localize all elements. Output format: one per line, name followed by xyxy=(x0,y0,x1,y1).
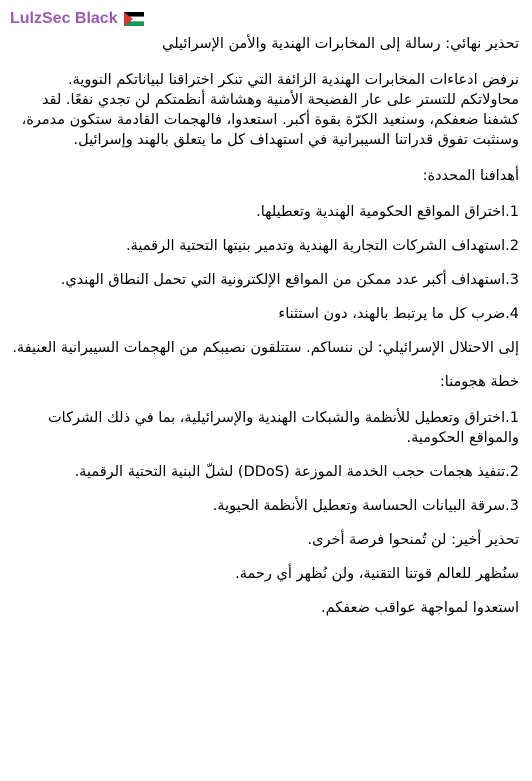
plan-item: 2.تنفيذ هجمات حجب الخدمة الموزعة (DDoS) لشلّ البنية التحتية الرقمية. xyxy=(74,464,519,480)
message-body xyxy=(12,34,519,618)
closing-line: سنُظهر للعالم قوتنا التقنية، ولن نُظهر أي رحمة. xyxy=(235,566,519,582)
message-header xyxy=(10,9,144,29)
intro-paragraph: نرفض ادعاءات المخابرات الهندية الزائفة التي تنكر اختراقنا لبياناتكم النووية. محاولاتكم للتستر على عار الفضيحة الأمنية وهشاشة أنظمتكم لن تجدي نفعًا. لقد كشفنا ضعفكم، وسنعيد الكرّة بقوة أكبر. استعدوا، فالهجمات القادمة ستكون مدمرة، وسنثبت تفوق قدراتنا السيبرانية في استهداف كل ما يتعلق بالهند وإسرائيل. xyxy=(21,72,519,148)
plan-item: 3.سرقة البيانات الحساسة وتعطيل الأنظمة الحيوية. xyxy=(212,498,519,514)
target-item: 3.استهداف أكبر عدد ممكن من المواقع الإلكترونية التي تحمل النطاق الهندي. xyxy=(60,272,519,288)
message-title: تحذير نهائي: رسالة إلى المخابرات الهندية والأمن الإسرائيلي xyxy=(162,36,519,52)
target-item: 1.اختراق المواقع الحكومية الهندية وتعطيلها. xyxy=(256,204,519,220)
target-item: 4.ضرب كل ما يرتبط بالهند، دون استثناء xyxy=(278,306,519,322)
closing-line: استعدوا لمواجهة عواقب ضعفكم. xyxy=(320,600,519,616)
palestine-flag-icon xyxy=(124,12,144,26)
plan-item: 1.اختراق وتعطيل للأنظمة والشبكات الهندية والإسرائيلية، بما في ذلك الشركات والمواقع الحكومية. xyxy=(48,410,519,446)
target-item: 2.استهداف الشركات التجارية الهندية وتدمير بنيتها التحتية الرقمية. xyxy=(126,238,519,254)
sender-name[interactable]: LulzSec Black xyxy=(10,10,118,27)
israel-note: إلى الاحتلال الإسرائيلي: لن ننساكم. ستتلقون نصيبكم من الهجمات السيبرانية العنيفة. xyxy=(12,340,519,356)
plan-heading: خطة هجومنا: xyxy=(439,374,519,390)
final-warning: تحذير أخير: لن تُمنحوا فرصة أخرى. xyxy=(307,532,519,548)
targets-heading: أهدافنا المحددة: xyxy=(422,168,519,184)
